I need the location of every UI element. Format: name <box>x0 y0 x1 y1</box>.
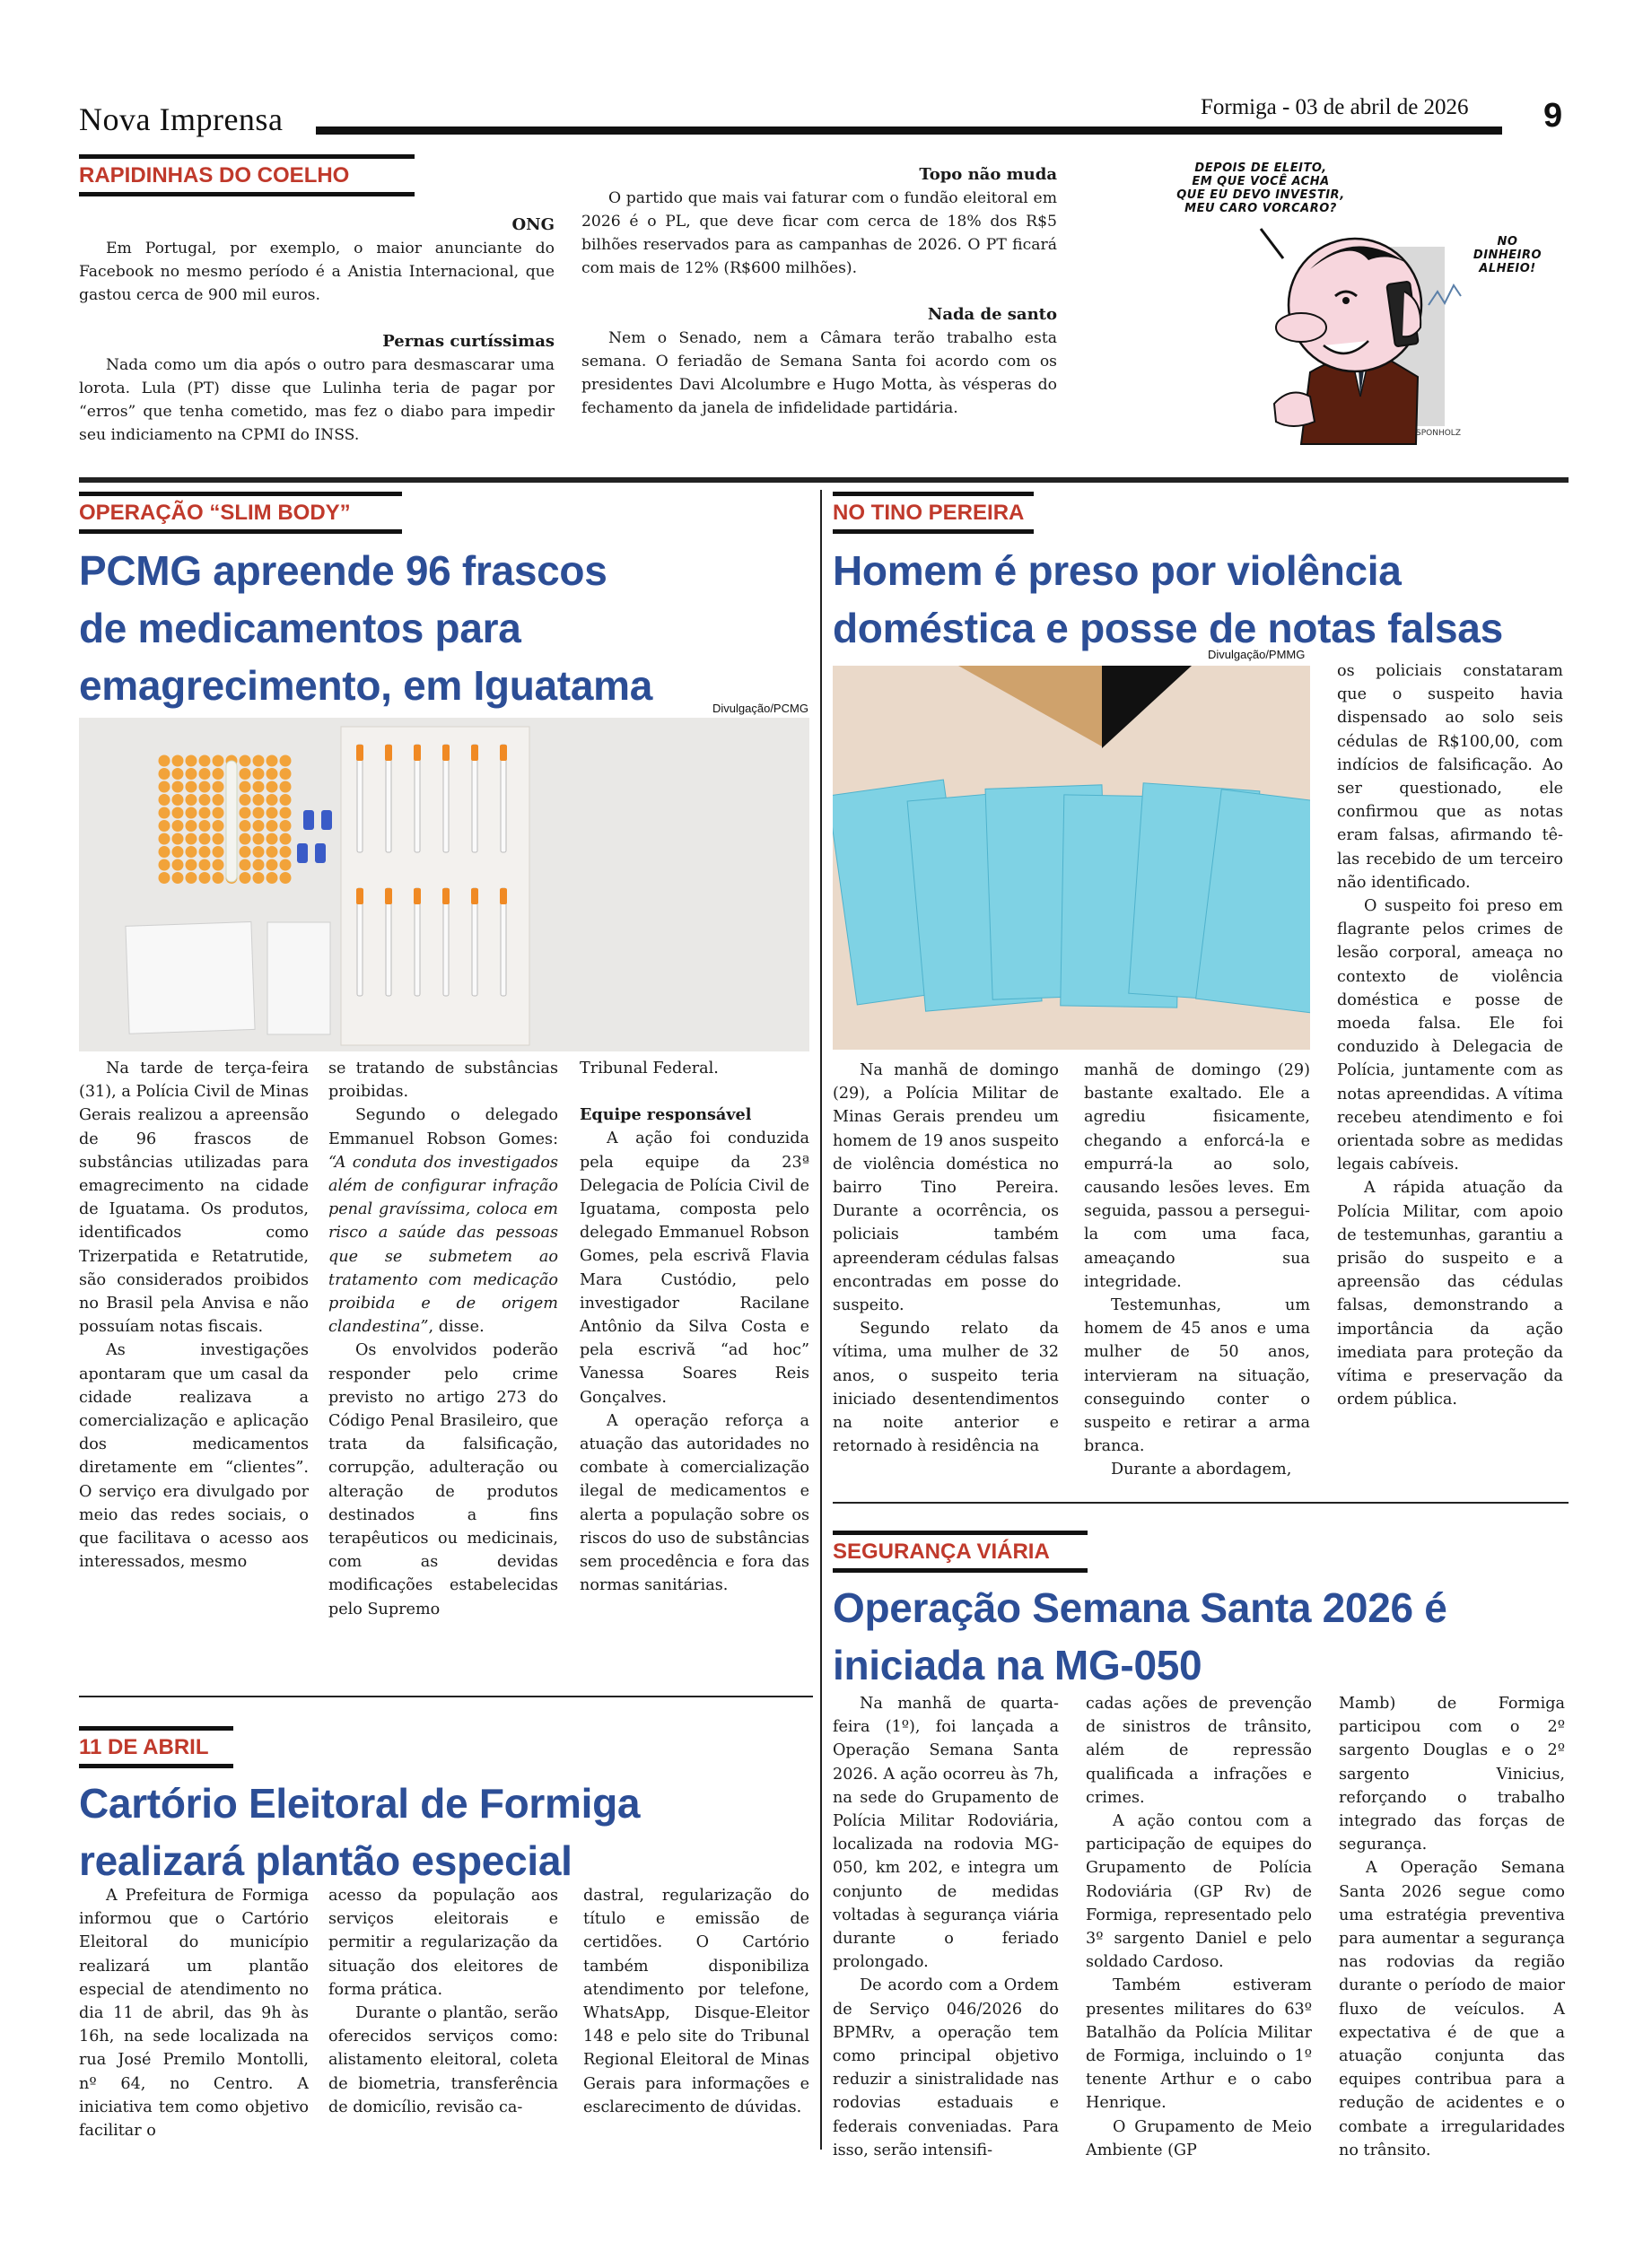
vial-cap <box>199 846 211 858</box>
paragraph-quote <box>328 1103 558 1339</box>
vial-cap <box>213 794 224 806</box>
road-column-1 <box>833 1692 1059 2162</box>
rapidinhas-column-2 <box>581 163 1057 420</box>
vial-cap <box>253 872 265 884</box>
vial-cap <box>159 794 170 806</box>
vial-cap <box>253 781 265 793</box>
vial-cap <box>186 781 197 793</box>
vial-cap <box>280 833 292 845</box>
note-title: Topo não muda <box>919 165 1057 184</box>
vial-cap <box>267 807 278 819</box>
paragraph: Na tarde de terça-feira (31), a Polícia Civil de Minas Gerais realizou a apreensão de 96 frascos de substâncias utilizadas para emagrecimento na cidade de Iguatama. Os produtos, identificados como Trizerpatida e Retatrutide, são considerados proibidos no Brasil pela Anvisa e não possuíam notas fiscais. <box>79 1060 309 1337</box>
rapidinhas-column-1 <box>79 214 555 447</box>
photo-credit: Divulgação/PMMG <box>1208 648 1306 661</box>
vial-cap <box>159 820 170 832</box>
vial-cap <box>213 872 224 884</box>
cartoon-signature: SPONHOLZ <box>1416 429 1461 438</box>
vial-cap <box>172 807 184 819</box>
speech-line: EM QUE VOCÊ ACHA <box>1192 175 1330 188</box>
syringe-cap <box>500 745 507 761</box>
vial-cap <box>186 794 197 806</box>
headline-line: Homem é preso por violência <box>833 547 1402 594</box>
vial-cap <box>280 807 292 819</box>
vial-cap <box>159 859 170 871</box>
vial-cap <box>253 794 265 806</box>
headline-line: emagrecimento, em Iguatama <box>79 662 652 709</box>
headline-line: de medicamentos para <box>79 605 521 651</box>
vial-cap <box>240 859 251 871</box>
vial-cap <box>240 820 251 832</box>
paragraph: acesso da população aos serviços eleitorais e permitir a regularização da situação dos eleitores de forma prática. <box>328 1887 558 1999</box>
violence-column-2 <box>1084 1059 1310 1482</box>
vial-cap <box>159 768 170 780</box>
medications-image <box>79 718 809 1051</box>
vial-cap <box>186 833 197 845</box>
vial-cap <box>267 768 278 780</box>
cartoon-drawing <box>1175 161 1552 467</box>
column-rule <box>820 490 822 2150</box>
vial-cap <box>199 807 211 819</box>
syringe-cap <box>385 745 392 761</box>
syringe-cap <box>442 745 450 761</box>
vial-cap <box>199 820 211 832</box>
vial-cap <box>159 755 170 767</box>
vial-cap <box>267 833 278 845</box>
vial-cap <box>199 872 211 884</box>
vial-cap <box>213 846 224 858</box>
speech-line: QUE EU DEVO INVESTIR, <box>1176 188 1345 202</box>
paragraph: os policiais constataram que o suspeito havia dispensado ao solo seis cédulas de R$100,00, com indícios de falsificação. Ao ser questionado, ele confirmou que as notas eram falsas, afirmando tê-las recebido de um terceiro não identificado. <box>1337 662 1563 892</box>
vial-cap <box>280 781 292 793</box>
banknotes-image <box>833 666 1310 1050</box>
section-kicker-rapidinhas: RAPIDINHAS DO COELHO <box>79 154 415 196</box>
paragraph: A operação reforça a atuação das autoridades no combate à comercialização ilegal de medicamentos e alerta a população sobre os riscos do uso de substâncias sem procedência e fora das normas sanitárias. <box>580 1411 809 1595</box>
vial-cap <box>213 859 224 871</box>
subheading: Equipe responsável <box>580 1105 752 1125</box>
vial-cap <box>280 768 292 780</box>
paragraph: A Operação Semana Santa 2026 segue como uma estratégia preventiva para aumentar a segurança nas rodovias da região durante o período de maior fluxo de veículos. A expectativa é de que a atuação conjunta das equipes contribua para a redução de acidentes e o combate a irregularidades no trânsito. <box>1339 1859 1565 2159</box>
vial-cap <box>186 846 197 858</box>
note-text: Em Portugal, por exemplo, o maior anunciante do Facebook no mesmo período é a Anistia Internacional, que gastou cerca de 900 mil euros. <box>79 240 555 304</box>
note-title: Nada de santo <box>927 305 1057 324</box>
headline-line: realizará plantão especial <box>79 1837 572 1884</box>
vial-cap <box>240 872 251 884</box>
violence-column-1 <box>833 1059 1059 1458</box>
vial-cap <box>172 820 184 832</box>
political-cartoon <box>1175 161 1552 467</box>
headline-line: Cartório Eleitoral de Formiga <box>79 1780 641 1827</box>
vial-cap <box>186 768 197 780</box>
speech-line: NO <box>1497 235 1518 249</box>
paragraph: Também estiveram presentes militares do 63º Batalhão da Polícia Militar de Formiga, incluindo o 1º tenente Arthur e o cabo Henrique. <box>1086 1976 1312 2113</box>
vial-cap <box>267 820 278 832</box>
vial-cap <box>240 846 251 858</box>
vial-cap <box>159 807 170 819</box>
vial-cap <box>159 833 170 845</box>
photo-counterfeit-bills <box>833 666 1310 1050</box>
quote-text: “A conduta dos investigados além de configurar infração penal gravíssima, coloca em risco a saúde das pessoas que se submetem ao tratamento com medicação proibida e de origem clandestina” <box>328 1153 558 1337</box>
paragraph: A rápida atuação da Polícia Militar, com apoio de testemunhas, garantiu a prisão do suspeito e a apreensão das cédulas falsas, demonstrando a importância da ação imediata para proteção da vítima e preservação da ordem pública. <box>1337 1179 1563 1409</box>
vial-cap <box>240 768 251 780</box>
vial-cap <box>172 872 184 884</box>
vial-cap <box>280 859 292 871</box>
vial-cap <box>240 807 251 819</box>
paragraph: Durante a abordagem, <box>1111 1461 1292 1479</box>
vial-cap <box>267 859 278 871</box>
vial-cap <box>186 807 197 819</box>
violence-column-3 <box>1337 659 1563 1412</box>
vial-cap <box>253 833 265 845</box>
vial-cap <box>172 794 184 806</box>
vial-cap <box>253 768 265 780</box>
vial-cap <box>172 755 184 767</box>
meds-column-1 <box>79 1057 309 1574</box>
paragraph: se tratando de substâncias proibidas. <box>328 1060 558 1102</box>
headline-cartorio <box>79 1775 815 1889</box>
paragraph: manhã de domingo (29) bastante exaltado. Ele a agrediu fisicamente, chegando a enforcá-la e empurrá-la ao solo, causando lesões leves. Em seguida, passou a persegui-la com uma faca, ameaçando sua integridade. <box>1084 1061 1310 1291</box>
road-column-3 <box>1339 1692 1565 2162</box>
article-divider <box>833 1502 1569 1504</box>
vial-cap <box>267 846 278 858</box>
vial-cap <box>280 872 292 884</box>
section-kicker-cartorio: 11 DE ABRIL <box>79 1726 233 1768</box>
vial-cap <box>186 820 197 832</box>
vial-cap <box>199 833 211 845</box>
note-text: O partido que mais vai faturar com o fundão eleitoral em 2026 é o PL, que deve ficar com cerca de 18% dos R$5 bilhões reservados para as campanhas de 2026. O PT ficará com mais de 12% (R$600 milhões). <box>581 189 1057 277</box>
vial-cap <box>213 820 224 832</box>
paragraph: A ação foi conduzida pela equipe da 23ª Delegacia de Polícia Civil de Iguatama, composta pelo delegado Emmanuel Robson Gomes, pela escrivã Flavia Mara Custódio, pelo investigador Racilane Antônio da Silva Costa e pela escrivã “ad hoc” Vanessa Soares Reis Gonçalves. <box>580 1130 809 1407</box>
vial-cap <box>159 872 170 884</box>
vial-cap <box>199 794 211 806</box>
vial-cap <box>267 781 278 793</box>
paragraph: Os envolvidos poderão responder pelo crime previsto no artigo 273 do Código Penal Brasileiro, que trata da falsificação, corrupção, adulteração ou alteração de produtos destinados a fins terapêuticos ou medicinais, com as devidas modificações estabelecidas pelo Supremo <box>328 1341 558 1618</box>
masthead-rule <box>316 126 1502 135</box>
syringe-cap <box>414 745 421 761</box>
vial-cap <box>199 781 211 793</box>
paragraph: A Prefeitura de Formiga informou que o Cartório Eleitoral do município realizará um plantão especial de atendimento no dia 11 de abril, das 9h às 16h, na sede localizada na rua José Premilo Montolli, nº 64, no Centro. A iniciativa tem como objetivo facilitar o <box>79 1887 309 2141</box>
vial-cap <box>280 755 292 767</box>
vial-cap <box>253 807 265 819</box>
vial-cap <box>213 833 224 845</box>
vial-cap <box>253 859 265 871</box>
paragraph: Tribunal Federal. <box>580 1060 719 1077</box>
vial-cap <box>199 859 211 871</box>
vial-cap <box>172 833 184 845</box>
paragraph: O suspeito foi preso em flagrante pelos crimes de lesão corporal, ameaça no contexto de violência doméstica e posse de moeda falsa. Ele foi conduzido à Delegacia de Polícia, juntamente com as notas apreendidas. A vítima recebeu atendimento e foi orientada sobre as medidas legais cabíveis. <box>1337 897 1563 1174</box>
vial-cap <box>253 820 265 832</box>
page-number: 9 <box>1543 97 1563 135</box>
syringe-cap <box>356 745 363 761</box>
newspaper-name: Nova Imprensa <box>79 101 284 137</box>
paragraph: A ação contou com a participação de equipes do Grupamento de Polícia Rodoviária (GP Rv) de Formiga, representado pelo 3º sargento Daniel e pelo soldado Cardoso. <box>1086 1812 1312 1972</box>
vial-cap <box>213 755 224 767</box>
photo-credit: Divulgação/PCMG <box>712 702 808 715</box>
cartorio-column-1 <box>79 1884 309 2142</box>
paragraph: dastral, regularização do título e emissão de certidões. O Cartório também disponibiliza atendimento por telefone, WhatsApp, Disque-Eleitor 148 e pelo site do Tribunal Regional Eleitoral de Minas Gerais para informações e esclarecimento de dúvidas. <box>583 1887 809 2116</box>
paragraph: O Grupamento de Meio Ambiente (GP <box>1086 2117 1312 2159</box>
note-title: Pernas curtíssimas <box>382 332 555 351</box>
paragraph: Durante o plantão, serão oferecidos serviços como: alistamento eleitoral, coleta de biometria, transferência de domicílio, revisão ca- <box>328 2004 558 2116</box>
note-text: Nem o Senado, nem a Câmara terão trabalho esta semana. O feriadão de Semana Santa foi acordo com os presidentes Davi Alcolumbre e Hugo Motta, às vésperas do fechamento da janela de infidelidade partidária. <box>581 329 1057 417</box>
edition-date: Formiga - 03 de abril de 2026 <box>1201 95 1469 119</box>
cartorio-column-2 <box>328 1884 558 2119</box>
article-divider <box>79 1696 813 1697</box>
syringe-cap <box>471 745 478 761</box>
vial-cap <box>267 872 278 884</box>
syringe-cap <box>500 888 507 904</box>
paragraph: Testemunhas, um homem de 45 anos e uma mulher de 50 anos, intervieram na situação, conseguindo conter o suspeito e retirar a arma branca. <box>1084 1296 1310 1456</box>
vial-cap <box>240 781 251 793</box>
vial-cap <box>280 794 292 806</box>
paragraph: De acordo com a Ordem de Serviço 046/2026 do BPMRv, a operação tem como principal objetivo reduzir a sinistralidade nas rodovias estaduais e federais conveniadas. Para isso, serão intensifi- <box>833 1976 1059 2159</box>
speech-line: DINHEIRO <box>1473 249 1542 262</box>
vial-cap <box>159 781 170 793</box>
headline-line: iniciada na MG-050 <box>833 1642 1202 1688</box>
vial-cap <box>213 781 224 793</box>
vial-cap <box>186 859 197 871</box>
headline-line: Operação Semana Santa 2026 é <box>833 1584 1447 1631</box>
vial-cap <box>280 846 292 858</box>
road-column-2 <box>1086 1692 1312 2162</box>
meds-column-3 <box>580 1057 809 1597</box>
quote-outro: , disse. <box>428 1318 485 1337</box>
vial-cap <box>199 768 211 780</box>
section-kicker-road: SEGURANÇA VIÁRIA <box>833 1531 1088 1573</box>
note-title: ONG <box>511 215 555 234</box>
vial-cap <box>172 859 184 871</box>
headline-road <box>833 1579 1586 1694</box>
vial-cap <box>172 768 184 780</box>
syringe-cap <box>471 888 478 904</box>
paragraph: Segundo relato da vítima, uma mulher de 32 anos, o suspeito teria iniciado desentendimentos na noite anterior e retornado à residência na <box>833 1320 1059 1456</box>
bills-group <box>833 780 1310 1013</box>
meds-column-2 <box>328 1057 558 1621</box>
syringe-cap <box>385 888 392 904</box>
vial-cap <box>267 794 278 806</box>
vial-cap <box>240 794 251 806</box>
vial-cap <box>172 781 184 793</box>
paragraph: cadas ações de prevenção de sinistros de trânsito, além de repressão qualificada a infrações e crimes. <box>1086 1695 1312 1807</box>
paragraph: Mamb) de Formiga participou com o 2º sargento Douglas e o 2º sargento Vinicius, reforçando o trabalho integrado das forças de segurança. <box>1339 1695 1565 1854</box>
vial-cap <box>199 755 211 767</box>
headline-violence <box>833 542 1586 657</box>
paragraph: As investigações apontaram que um casal da cidade realizava a comercialização e aplicação dos medicamentos diretamente em “clientes”. O serviço era divulgado por meio das redes sociais, o que facilitava o acesso aos interessados, mesmo <box>79 1341 309 1572</box>
note-text: Nada como um dia após o outro para desmascarar uma lorota. Lula (PT) disse que Lulinha teria de pagar por “erros” que tenha cometido, mas fez o diabo para impedir seu indiciamento na CPMI do INSS. <box>79 356 555 444</box>
vial-cap <box>186 872 197 884</box>
headline-line: doméstica e posse de notas falsas <box>833 605 1503 651</box>
vial-cap <box>240 755 251 767</box>
section-divider <box>79 477 1569 483</box>
vial-cap <box>213 768 224 780</box>
syringe-cap <box>356 888 363 904</box>
vial-cap <box>186 755 197 767</box>
vial-cap <box>253 846 265 858</box>
vial-cap <box>240 833 251 845</box>
vial-cap <box>172 846 184 858</box>
vial-cap <box>253 755 265 767</box>
vial-cap <box>159 846 170 858</box>
vial-cap <box>280 820 292 832</box>
headline-line: PCMG apreende 96 frascos <box>79 547 607 594</box>
cartorio-column-3 <box>583 1884 809 2119</box>
section-kicker-violence: NO TINO PEREIRA <box>833 492 1034 534</box>
speech-line: ALHEIO! <box>1479 262 1536 275</box>
paragraph: Na manhã de domingo (29), a Polícia Militar de Minas Gerais prendeu um homem de 19 anos suspeito de violência doméstica no bairro Tino Pereira. Durante a ocorrência, os policiais também apreenderam cédulas falsas encontradas em posse do suspeito. <box>833 1061 1059 1315</box>
syringe-cap <box>414 888 421 904</box>
vial-cap <box>267 755 278 767</box>
speech-line: MEU CARO VORCARO? <box>1184 202 1337 215</box>
vial-cap <box>213 807 224 819</box>
syringe-cap <box>442 888 450 904</box>
section-kicker-meds: OPERAÇÃO “SLIM BODY” <box>79 492 402 534</box>
photo-seized-medications <box>79 718 809 1051</box>
paragraph: Na manhã de quarta-feira (1º), foi lançada a Operação Semana Santa 2026. A ação ocorreu às 7h, na sede do Grupamento de Polícia Militar Rodoviária, localizada na rodovia MG-050, km 202, e integra um conjunto de medidas voltadas à segurança viária durante o feriado prolongado. <box>833 1695 1059 1972</box>
speech-line: DEPOIS DE ELEITO, <box>1194 161 1327 175</box>
headline-meds <box>79 542 815 714</box>
quote-intro: Segundo o delegado Emmanuel Robson Gomes: <box>328 1106 558 1148</box>
